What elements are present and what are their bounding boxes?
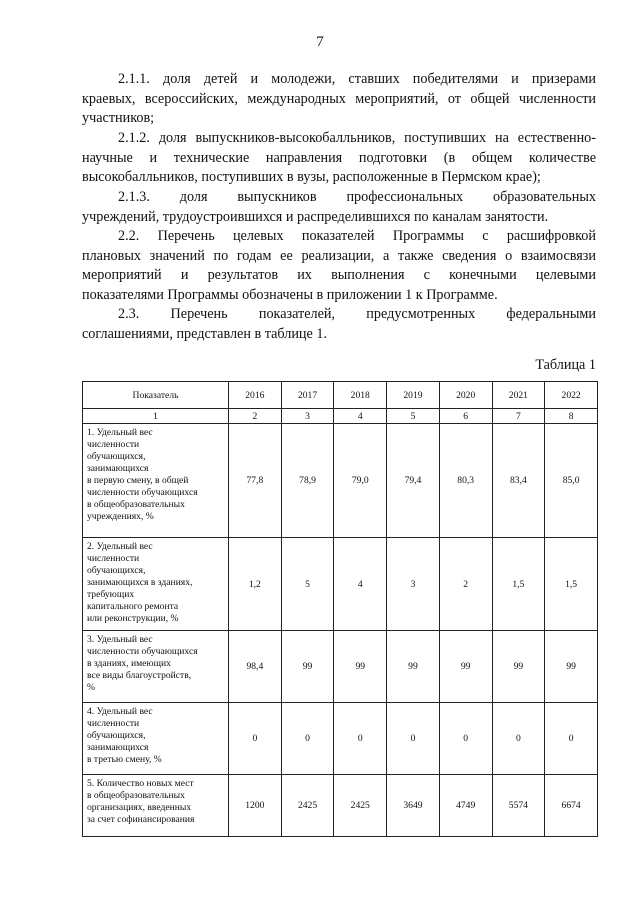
- text-line: 2.2. Перечень целевых показателей Программы с расшифровкой: [118, 228, 596, 244]
- text-line: 2.3. Перечень показателей, предусмотренных федеральными: [118, 306, 596, 322]
- indicator-value: 0: [492, 703, 545, 775]
- header-year: 2019: [387, 382, 440, 409]
- header-indicator: Показатель: [83, 382, 229, 409]
- paragraph-2-1-2: [82, 129, 596, 188]
- paragraph-2-1-1: [82, 70, 596, 129]
- table-caption: Таблица 1: [535, 357, 596, 373]
- column-number: 8: [545, 409, 598, 424]
- table-row: [83, 703, 598, 775]
- column-number: 4: [334, 409, 387, 424]
- indicator-value: 98,4: [229, 631, 282, 703]
- indicator-value: 3: [387, 538, 440, 631]
- indicator-label-line: в общеобразовательных: [87, 790, 185, 801]
- indicator-value: 99: [281, 631, 334, 703]
- indicator-label-line: численности: [87, 439, 140, 450]
- indicator-value: 85,0: [545, 424, 598, 538]
- column-number: 7: [492, 409, 545, 424]
- indicator-label-line: или реконструкции, %: [87, 613, 179, 624]
- header-year: 2021: [492, 382, 545, 409]
- indicator-label-line: в зданиях, имеющих: [87, 658, 171, 669]
- indicator-value: 80,3: [439, 424, 492, 538]
- indicator-label-line: в третью смену, %: [87, 754, 162, 765]
- indicator-label-line: учреждениях, %: [87, 511, 154, 522]
- column-number-row: [83, 409, 598, 424]
- indicator-value: 0: [439, 703, 492, 775]
- indicator-label-line: занимающихся: [87, 742, 149, 753]
- indicator-value: 79,4: [387, 424, 440, 538]
- indicator-value: 99: [439, 631, 492, 703]
- text-line: мероприятий и результатов их выполнения с конечными целевыми: [82, 267, 596, 284]
- paragraph-2-3: [82, 305, 596, 344]
- indicator-label-line: %: [87, 682, 95, 693]
- text-line: участников;: [82, 110, 155, 127]
- indicator-value: 6674: [545, 775, 598, 837]
- indicator-value: 1,2: [229, 538, 282, 631]
- indicator-label-line: в первую смену, в общей: [87, 475, 189, 486]
- paragraph-2-2: [82, 227, 596, 305]
- indicator-label-line: 1. Удельный вес: [87, 427, 153, 438]
- indicator-label-line: численности обучающихся: [87, 646, 198, 657]
- indicator-value: 2425: [334, 775, 387, 837]
- column-number: 6: [439, 409, 492, 424]
- indicator-label-line: занимающихся: [87, 463, 149, 474]
- indicator-value: 1,5: [492, 538, 545, 631]
- indicator-value: 4: [334, 538, 387, 631]
- text-line: показателями Программы обозначены в приложении 1 к Программе.: [82, 286, 498, 303]
- indicator-value: 2425: [281, 775, 334, 837]
- table-header-row: [83, 382, 598, 409]
- column-number: 5: [387, 409, 440, 424]
- indicator-value: 99: [545, 631, 598, 703]
- page-number: 7: [316, 34, 324, 50]
- indicator-label-line: в общеобразовательных: [87, 499, 185, 510]
- indicator-value: 2: [439, 538, 492, 631]
- indicator-value: 0: [281, 703, 334, 775]
- indicator-label: [83, 631, 229, 703]
- header-year: 2022: [545, 382, 598, 409]
- text-line: 2.1.2. доля выпускников-высокобалльников, поступивших на естественно-: [118, 130, 596, 146]
- table-row: [83, 538, 598, 631]
- indicator-label-line: 5. Количество новых мест: [87, 778, 194, 789]
- indicator-label-line: занимающихся в зданиях,: [87, 577, 193, 588]
- indicator-label-line: организациях, введенных: [87, 802, 192, 813]
- indicator-value: 0: [545, 703, 598, 775]
- header-year: 2018: [334, 382, 387, 409]
- indicator-label-line: 4. Удельный вес: [87, 706, 153, 717]
- text-line: научные и технические направления подготовки (в общем количестве: [82, 149, 596, 166]
- indicator-label-line: за счет софинансирования: [87, 814, 195, 825]
- indicator-label-line: требующих: [87, 589, 135, 600]
- paragraph-2-1-3: [82, 188, 596, 227]
- indicator-value: 4749: [439, 775, 492, 837]
- table-row: [83, 775, 598, 837]
- text-line: соглашениями, представлен в таблице 1.: [82, 325, 328, 342]
- indicator-value: 79,0: [334, 424, 387, 538]
- column-number: 2: [229, 409, 282, 424]
- header-year: 2016: [229, 382, 282, 409]
- indicator-label-line: обучающихся,: [87, 565, 146, 576]
- text-line: 2.1.3. доля выпускников профессиональных образовательных: [118, 189, 596, 205]
- indicator-label-line: 3. Удельный вес: [87, 634, 153, 645]
- indicator-value: 5: [281, 538, 334, 631]
- indicator-label-line: обучающихся,: [87, 730, 146, 741]
- indicator-label: [83, 424, 229, 538]
- column-number: 3: [281, 409, 334, 424]
- column-number: 1: [83, 409, 229, 424]
- indicator-value: 0: [334, 703, 387, 775]
- indicator-label-line: численности обучающихся: [87, 487, 198, 498]
- text-line: краевых, всероссийских, международных мероприятий, от общей численности: [82, 90, 596, 107]
- indicator-value: 83,4: [492, 424, 545, 538]
- indicator-label: [83, 538, 229, 631]
- indicator-value: 0: [229, 703, 282, 775]
- indicators-table: [82, 381, 598, 837]
- table-row: [83, 631, 598, 703]
- text-line: плановых значений по годам ее реализации, а также сведения о взаимосвязи: [82, 247, 596, 264]
- indicator-label-line: все виды благоустройств,: [87, 670, 192, 681]
- indicator-value: 99: [387, 631, 440, 703]
- indicator-value: 3649: [387, 775, 440, 837]
- indicator-value: 99: [334, 631, 387, 703]
- table-row: [83, 424, 598, 538]
- text-line: 2.1.1. доля детей и молодежи, ставших победителями и призерами: [118, 71, 596, 87]
- indicator-value: 99: [492, 631, 545, 703]
- indicator-value: 77,8: [229, 424, 282, 538]
- indicator-label-line: капитального ремонта: [87, 601, 179, 612]
- indicator-value: 1,5: [545, 538, 598, 631]
- header-year: 2020: [439, 382, 492, 409]
- header-year: 2017: [281, 382, 334, 409]
- indicator-label: [83, 775, 229, 837]
- indicator-label-line: 2. Удельный вес: [87, 541, 153, 552]
- indicator-value: 5574: [492, 775, 545, 837]
- indicator-label: [83, 703, 229, 775]
- indicator-value: 1200: [229, 775, 282, 837]
- indicator-label-line: численности: [87, 553, 140, 564]
- indicator-label-line: численности: [87, 718, 140, 729]
- text-line: высокобалльников, поступивших в вузы, расположенные в Пермском крае);: [82, 169, 541, 186]
- indicator-value: 0: [387, 703, 440, 775]
- text-line: учреждений, трудоустроившихся и распределившихся по каналам занятости.: [82, 208, 549, 225]
- indicator-label-line: обучающихся,: [87, 451, 146, 462]
- indicator-value: 78,9: [281, 424, 334, 538]
